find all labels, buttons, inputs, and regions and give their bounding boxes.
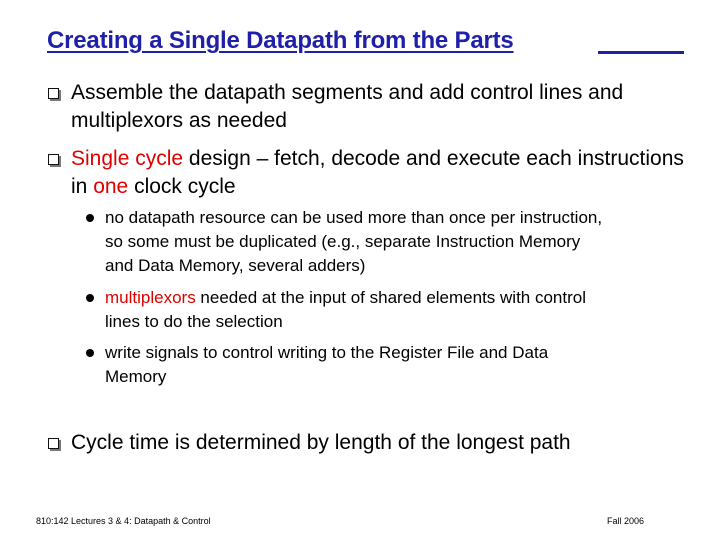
slide-title: Creating a Single Datapath from the Parts [47,27,514,54]
sub-bullet-multiplexors [86,286,606,334]
square-bullet-icon [48,438,59,449]
sub-bullet-text: write signals to control writing to the Register File and Data Memory [105,343,549,386]
single-cycle-highlight: Single cycle [71,147,184,170]
sub-bullet-text-part: needed at the input of shared elements with control lines to do the selection [105,288,587,331]
footer-term: Fall 2006 [607,516,645,526]
bullet-text: Cycle time is determined by length of the longest path [71,431,571,454]
footer-course: 810:142 Lectures 3 & 4: Datapath & Control [36,516,211,526]
square-bullet-icon [48,88,59,99]
sub-bullet-no-resource [86,206,606,278]
round-bullet-icon [86,349,94,357]
sub-bullet-text [105,286,606,334]
one-highlight: one [93,175,129,198]
round-bullet-icon [86,294,94,302]
bullet-text-part: design – fetch, decode and execute each instructions in [71,147,684,198]
square-bullet-icon [48,154,59,165]
bullet-single-cycle [48,145,688,201]
bullet-cycle-time [48,429,688,457]
bullet-text: Assemble the datapath segments and add control lines and multiplexors as needed [71,81,624,132]
sub-bullet-write-signals [86,341,606,389]
multiplexors-highlight: multiplexors [105,288,196,307]
title-underline-extension [598,51,684,54]
bullet-text-part: clock cycle [128,175,236,198]
bullet-text [71,145,688,201]
sub-bullet-text: no datapath resource can be used more than once per instruction, so some must be duplicated (e.g., separate Instruction Memory and Data Memory, several adders) [105,208,603,275]
round-bullet-icon [86,214,94,222]
bullet-assemble [48,79,688,135]
